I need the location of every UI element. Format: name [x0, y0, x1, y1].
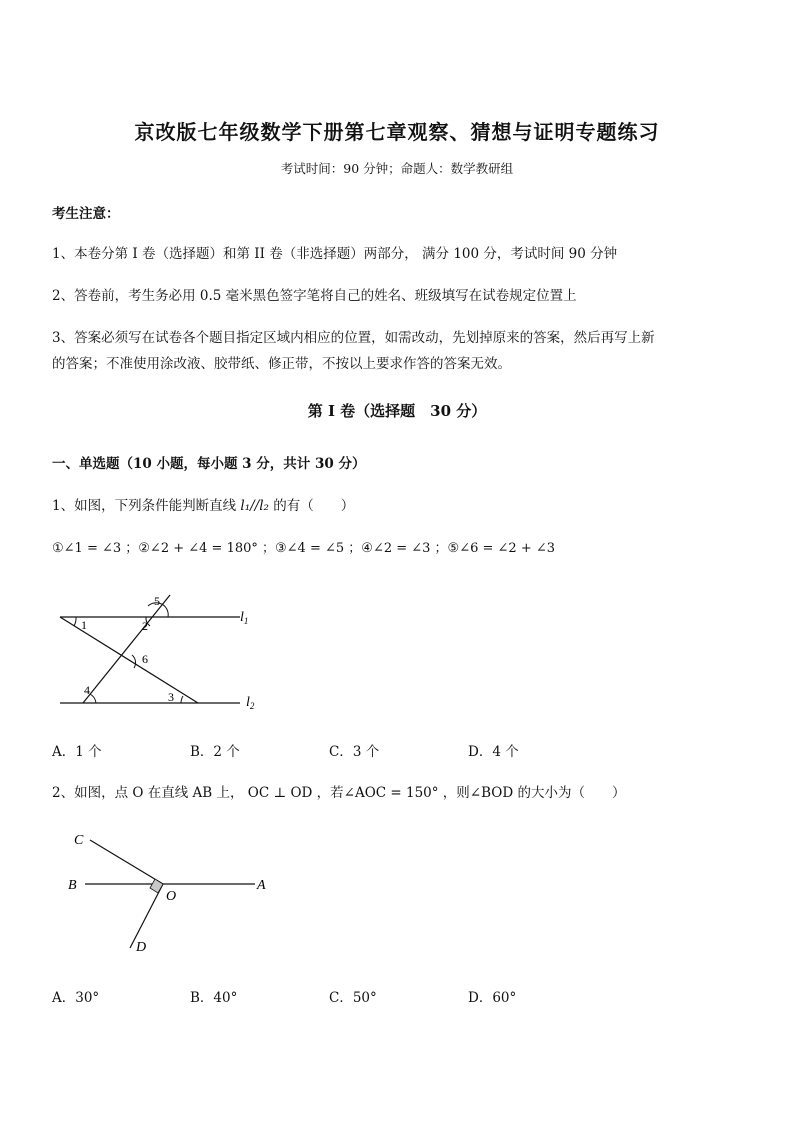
point-b-label: B — [68, 878, 77, 893]
q2-option-b[interactable]: B．40° — [190, 990, 238, 1006]
q1-option-d[interactable]: D．4 个 — [468, 744, 519, 760]
q1-conditions: ①∠1 = ∠3 ；②∠2 + ∠4 = 180° ；③∠4 = ∠5 ；④∠2 = ∠3 ；⑤∠6 = ∠2 + ∠3 — [52, 541, 556, 556]
q1-stem-end: 的有（ ） — [268, 498, 355, 514]
angle-arc-1 — [74, 617, 76, 626]
point-o-label: O — [166, 889, 177, 904]
q1-option-c[interactable]: C．3 个 — [329, 744, 380, 760]
section-title: 第 I 卷（选择题 30 分） — [307, 402, 487, 420]
q1-figure — [50, 588, 280, 718]
angle-arc-4 — [90, 694, 96, 703]
right-angle-mark — [150, 879, 163, 893]
transversal-2 — [83, 595, 170, 703]
ray-od — [130, 884, 163, 948]
notice-heading: 考生注意： — [52, 206, 120, 222]
q2-figure — [60, 826, 280, 956]
exam-info: 考试时间：90 分钟；命题人：数学教研组 — [280, 161, 514, 176]
question-1-stem — [52, 494, 354, 514]
notice-item-3: 3、答案必须写在试卷各个题目指定区域内相应的位置，如需改动，先划掉原来的答案，然后再写上新 — [52, 330, 655, 346]
q1-stem-math: l₁//l₂ — [240, 498, 269, 514]
page-title: 京改版七年级数学下册第七章观察、猜想与证明专题练习 — [134, 120, 660, 144]
q1-stem-start: 1、如图，下列条件能判断直线 — [52, 498, 241, 514]
notice-item-3-cont: 的答案；不准使用涂改液、胶带纸、修正带，不按以上要求作答的答案无效。 — [52, 356, 511, 372]
label-l2: $l_2$ — [246, 695, 255, 711]
label-l1: $l_1$ — [240, 610, 249, 626]
point-c-label: C — [74, 833, 84, 848]
q1-option-b[interactable]: B．2 个 — [190, 744, 240, 760]
q1-option-a[interactable]: A．1 个 — [52, 744, 102, 760]
part-heading: 一、单选题（10 小题，每小题 3 分，共计 30 分） — [52, 456, 366, 472]
q2-option-a[interactable]: A．30° — [52, 990, 100, 1006]
notice-item-2: 2、答卷前，考生务必用 0.5 毫米黑色签字笔将自己的姓名、班级填写在试卷规定位置上 — [52, 288, 577, 304]
angle-arc-3 — [181, 696, 183, 703]
point-a-label: A — [257, 878, 266, 893]
ray-oc — [90, 840, 163, 884]
point-d-label: D — [136, 940, 147, 955]
angle-label-1: 1 — [81, 618, 87, 632]
angle-label-6: 6 — [142, 652, 148, 666]
notice-item-1: 1、本卷分第 I 卷（选择题）和第 II 卷（非选择题）两部分， 满分 100 分，考试时间 90 分钟 — [52, 246, 618, 262]
q2-option-c[interactable]: C．50° — [329, 990, 377, 1006]
q2-option-d[interactable]: D．60° — [468, 990, 517, 1006]
question-2-stem: 2、如图，点 O 在直线 AB 上， OC ⊥ OD ，若∠AOC = 150° ，则∠BOD 的大小为（ ） — [52, 785, 626, 801]
angle-label-5: 5 — [154, 594, 160, 608]
angle-label-3: 3 — [168, 690, 174, 704]
angle-label-4: 4 — [84, 683, 90, 697]
angle-label-2: 2 — [142, 619, 148, 633]
